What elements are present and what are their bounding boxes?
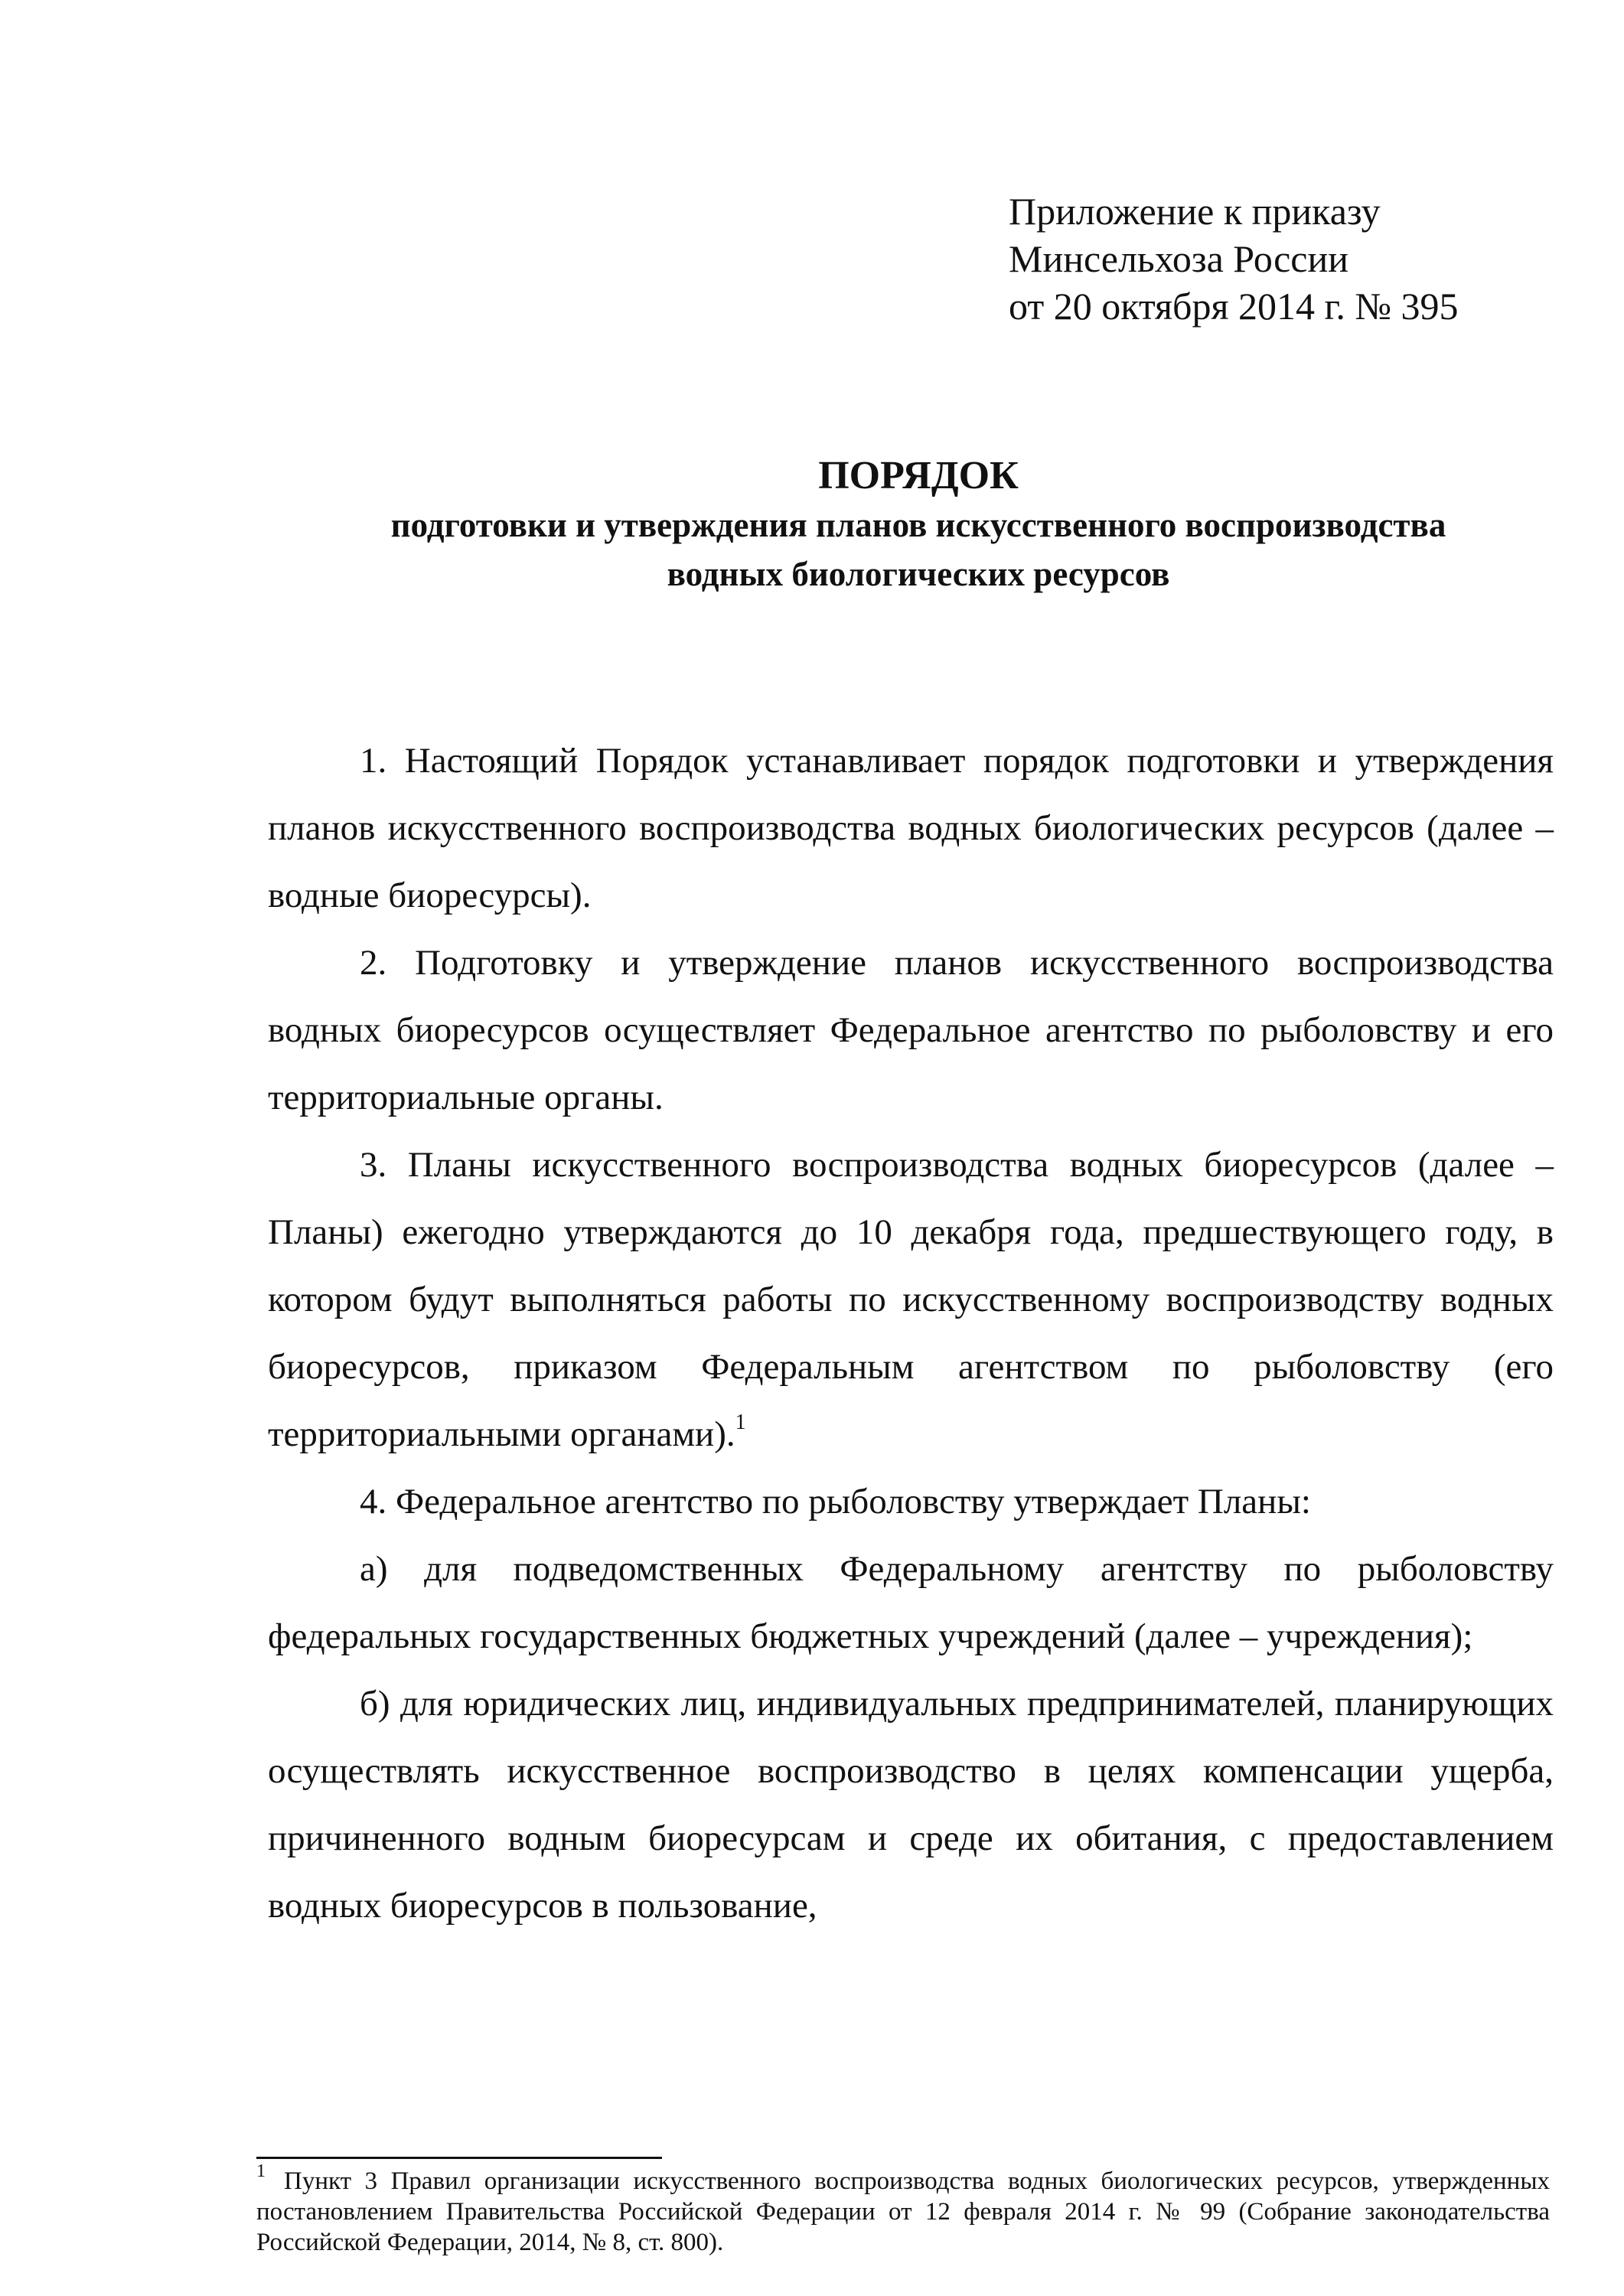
appendix-header	[1009, 188, 1459, 330]
paragraph-2: 2. Подготовку и утверждение планов искусственного воспроизводства водных биоресурсов осуществляет Федеральное агентство по рыболовству и его территориальные органы.	[268, 943, 1554, 1117]
paragraph-4a: а) для подведомственных Федеральному агентству по рыболовству федеральных государственных бюджетных учреждений (далее – учреждения);	[268, 1549, 1554, 1656]
paragraph-4: 4. Федеральное агентство по рыболовству утверждает Планы:	[360, 1482, 1311, 1521]
footnote-number: 1	[256, 2161, 266, 2181]
document-title: ПОРЯДОК	[818, 454, 1019, 497]
footnote	[256, 2161, 1550, 2258]
appendix-line-1: Приложение к приказу	[1009, 190, 1381, 233]
paragraph-3-text: 3. Планы искусственного воспроизводства водных биоресурсов (далее – Планы) ежегодно утверждаются до 10 декабря года, предшествующего году, в котором будут выполняться работы по искусственному воспроизводству водных биоресурсов, приказом Федеральным агентством по рыболовству (его территориальными органами).	[268, 1145, 1554, 1454]
appendix-line-3: от 20 октября 2014 г. № 395	[1009, 285, 1459, 328]
footnote-reference: 1	[735, 1411, 746, 1434]
document-subtitle-line-1: подготовки и утверждения планов искусственного воспроизводства	[390, 506, 1446, 544]
paragraph-4b: б) для юридических лиц, индивидуальных предпринимателей, планирующих осуществлять искусственное воспроизводство в целях компенсации ущерба, причиненного водным биоресурсам и среде их обитания, с предоставлением водных биоресурсов в пользование,	[268, 1684, 1554, 1926]
appendix-line-2: Минсельхоза России	[1009, 237, 1348, 280]
document-subtitle-line-2: водных биологических ресурсов	[667, 555, 1170, 593]
document-title-block	[230, 452, 1607, 598]
footnote-separator	[256, 2157, 662, 2159]
footnote-text: Пункт 3 Правил организации искусственного воспроизводства водных биологических ресурсов, утвержденных постановлением Правительства Российской Федерации от 12 февраля 2014 г. № 99 (Собрание законодательства Российской Федерации, 2014, № 8, ст. 800).	[256, 2167, 1550, 2256]
paragraph-3	[268, 1131, 1554, 1468]
document-body	[268, 727, 1554, 1939]
paragraph-1: 1. Настоящий Порядок устанавливает порядок подготовки и утверждения планов искусственного воспроизводства водных биологических ресурсов (далее – водные биоресурсы).	[268, 741, 1554, 915]
